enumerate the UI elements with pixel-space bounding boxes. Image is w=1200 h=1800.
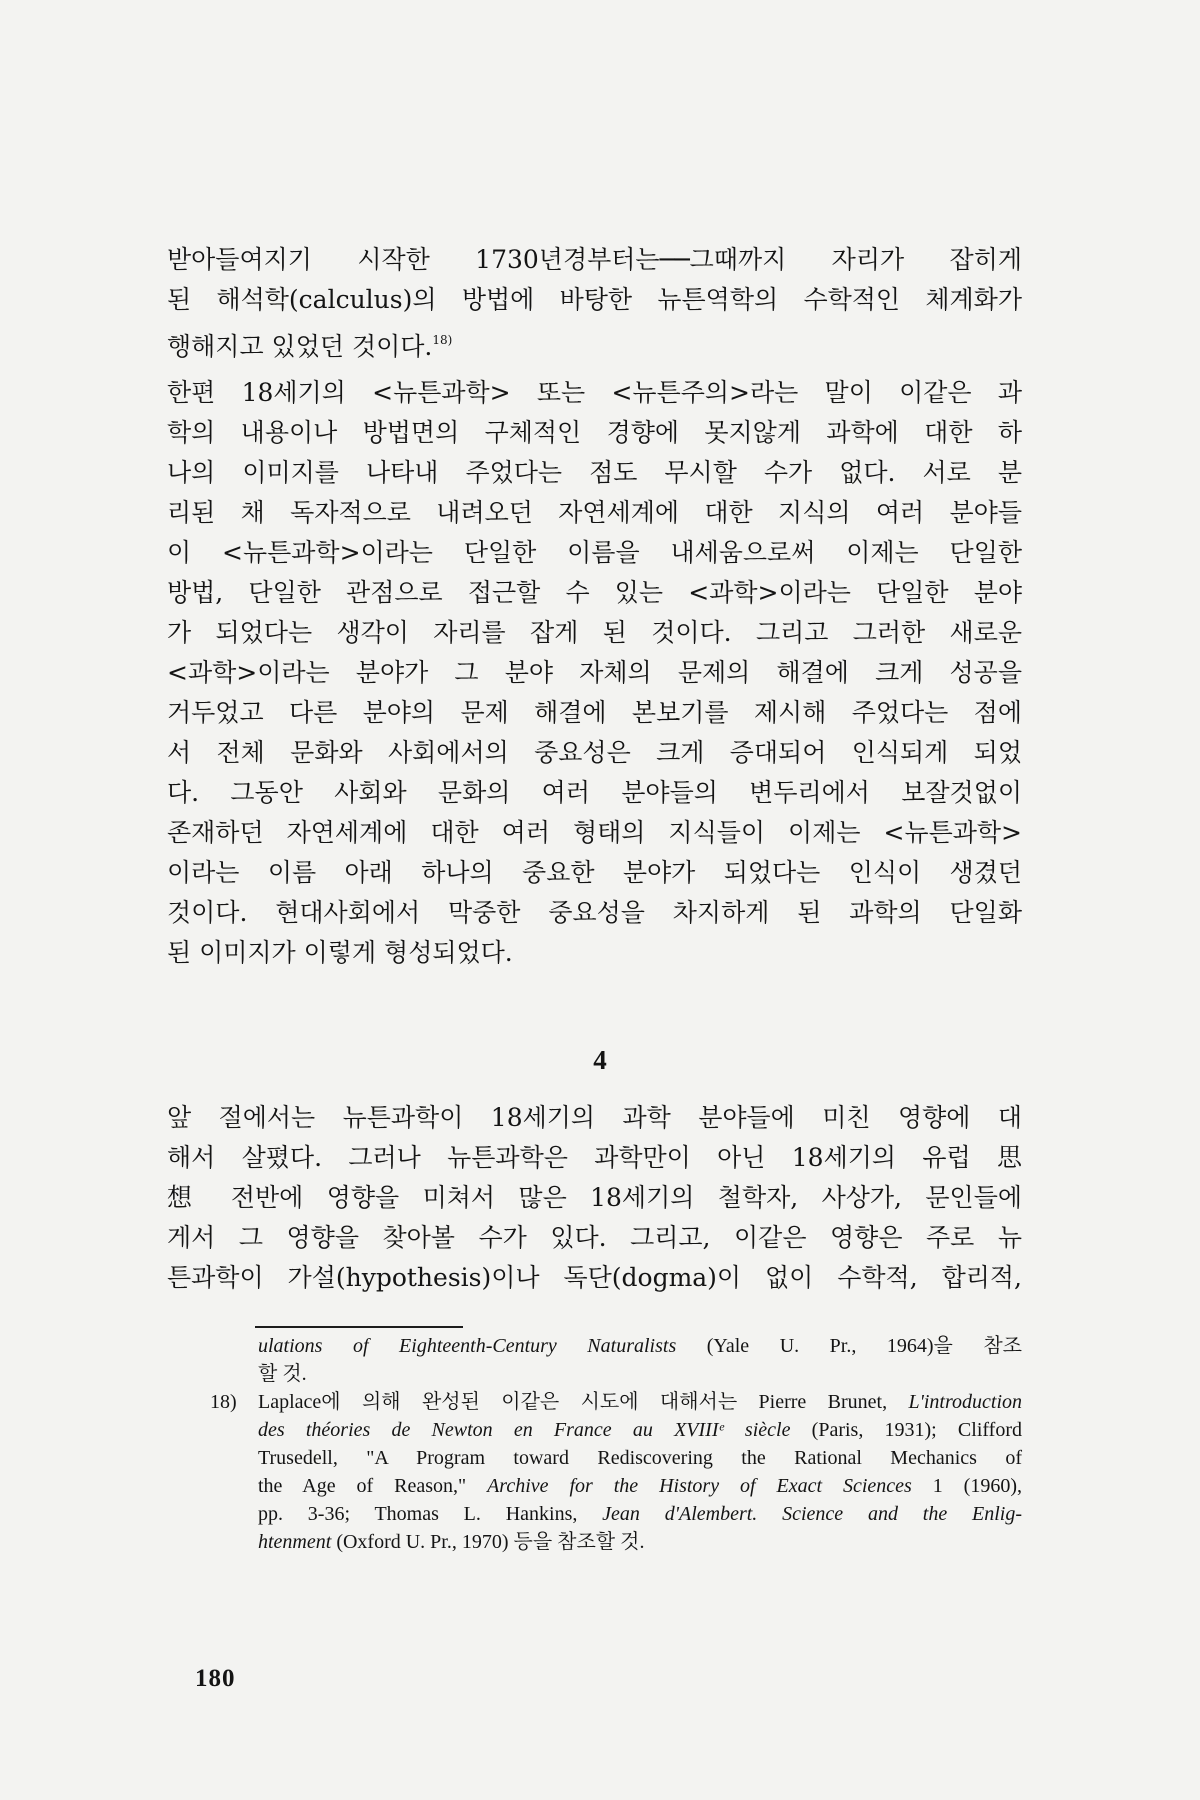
citation-detail: the Age of Reason," — [258, 1475, 488, 1497]
text-line: 想 전반에 영향을 미쳐서 많은 18세기의 철학자, 사상가, 문인들에 — [167, 1183, 1022, 1212]
citation-detail: (Oxford U. Pr., 1970) 등을 참조할 것. — [331, 1531, 645, 1553]
citation-title: Jean d'Alembert. Science and the Enlig- — [602, 1503, 1022, 1525]
text-line: 앞 절에서는 뉴튼과학이 18세기의 과학 분야들에 미친 영향에 대 — [167, 1103, 1022, 1132]
paragraph-3 — [167, 1098, 1022, 1298]
footnote-line: 할 것. — [258, 1363, 307, 1385]
paragraph-1 — [167, 240, 1022, 360]
footnote-divider — [255, 1326, 463, 1328]
citation-detail: (Paris, 1931); Clifford — [790, 1419, 1023, 1441]
footnotes — [210, 1332, 1022, 1556]
footnote-line — [210, 1500, 1022, 1528]
footnote-reference-18: 18) — [432, 333, 453, 347]
paragraph-2 — [167, 373, 1022, 973]
text-line: 된 해석학(calculus)의 방법에 바탕한 뉴튼역학의 수학적인 체계화가 — [167, 285, 1022, 314]
text-line: 방법, 단일한 관점으로 접근할 수 있는 <과학>이라는 단일한 분야 — [167, 578, 1022, 607]
page-number: 180 — [195, 1665, 236, 1692]
text-line: 된 이미지가 이렇게 형성되었다. — [167, 938, 513, 967]
footnote-line — [210, 1416, 1022, 1444]
text-line: 다. 그동안 사회와 문화의 여러 분야들의 변두리에서 보잘것없이 — [167, 778, 1022, 807]
citation-title: Archive for the History of Exact Sciences — [487, 1475, 912, 1497]
text-line: 가 되었다는 생각이 자리를 잡게 된 것이다. 그리고 그러한 새로운 — [167, 618, 1022, 647]
text-line: 학의 내용이나 방법면의 구체적인 경향에 못지않게 과학에 대한 하 — [167, 418, 1022, 447]
text-line: 튼과학이 가설(hypothesis)이나 독단(dogma)이 없이 수학적, 합리적, — [167, 1263, 1022, 1292]
citation-title: ulations of Eighteenth-Century Naturalists — [258, 1335, 677, 1357]
text-line: 게서 그 영향을 찾아볼 수가 있다. 그리고, 이같은 영향은 주로 뉴 — [167, 1223, 1022, 1252]
footnote-line — [210, 1388, 1022, 1416]
text-line — [167, 320, 1022, 360]
citation-detail: 1 (1960), — [911, 1475, 1022, 1497]
text-line: 나의 이미지를 나타내 주었다는 점도 무시할 수가 없다. 서로 분 — [167, 458, 1022, 487]
footnote-line — [210, 1528, 1022, 1556]
footnote-line — [210, 1332, 1022, 1360]
footnote-18 — [210, 1388, 1022, 1556]
text-line-content: 행해지고 있었던 것이다. — [167, 332, 433, 361]
citation-detail: (Yale U. Pr., 1964)을 참조 — [676, 1335, 1022, 1357]
section-number: 4 — [593, 1045, 607, 1075]
footnote-number: 18) — [210, 1391, 237, 1413]
text-line: 한편 18세기의 <뉴튼과학> 또는 <뉴튼주의>라는 말이 이같은 과 — [167, 378, 1022, 407]
citation-title: htenment — [258, 1531, 332, 1553]
text-line: 것이다. 현대사회에서 막중한 중요성을 차지하게 된 과학의 단일화 — [167, 898, 1022, 927]
text-line: 해서 살폈다. 그러나 뉴튼과학은 과학만이 아닌 18세기의 유럽 思 — [167, 1143, 1022, 1172]
citation-detail: pp. 3-36; Thomas L. Hankins, — [258, 1503, 603, 1525]
text-line: 존재하던 자연세계에 대한 여러 형태의 지식들이 이제는 <뉴튼과학> — [167, 818, 1022, 847]
footnote-line: Trusedell, "A Program toward Rediscovering the Rational Mechanics of — [258, 1447, 1022, 1469]
text-line: 이라는 이름 아래 하나의 중요한 분야가 되었다는 인식이 생겼던 — [167, 858, 1022, 887]
text-line: 받아들여지기 시작한 1730년경부터는──그때까지 자리가 잡히게 — [167, 245, 1022, 274]
citation-title: L'introduction — [908, 1391, 1022, 1413]
text-line: 리된 채 독자적으로 내려오던 자연세계에 대한 지식의 여러 분야들 — [167, 498, 1022, 527]
footnote-line — [210, 1472, 1022, 1500]
text-line: 이 <뉴튼과학>이라는 단일한 이름을 내세움으로써 이제는 단일한 — [167, 538, 1022, 567]
text-line: 서 전체 문화와 사회에서의 중요성은 크게 증대되어 인식되게 되었 — [167, 738, 1022, 767]
text-line: 거두었고 다른 분야의 문제 해결에 본보기를 제시해 주었다는 점에 — [167, 698, 1022, 727]
citation-title: des théories de Newton en France au XVIIIᵉ siècle — [258, 1419, 791, 1441]
citation-detail: Laplace에 의해 완성된 이같은 시도에 대해서는 Pierre Brunet, — [258, 1391, 909, 1413]
text-line: <과학>이라는 분야가 그 분야 자체의 문제의 해결에 크게 성공을 — [167, 658, 1022, 687]
